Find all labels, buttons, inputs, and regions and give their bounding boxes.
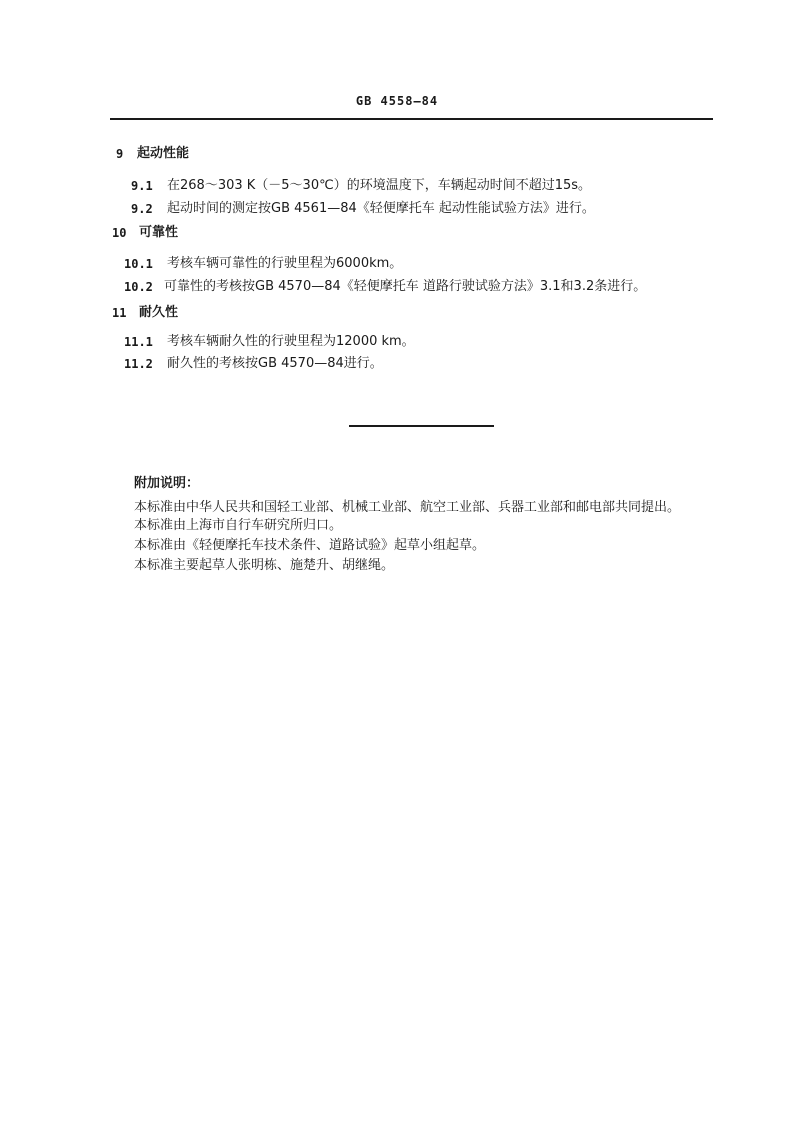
item-10-1-text: 考核车辆可靠性的行驶里程为6000km。 <box>167 256 403 271</box>
section-9-title: 起动性能 <box>137 146 190 161</box>
section-9-number: 9 <box>116 147 124 161</box>
item-11-2-text: 耐久性的考核按GB 4570—84进行。 <box>167 356 383 371</box>
item-9-1-number: 9.1 <box>131 179 153 193</box>
section-10-number: 10 <box>112 226 127 240</box>
notes-line: 本标准主要起草人张明栋、施楚升、胡继绳。 <box>134 558 395 573</box>
item-10-2-text: 可靠性的考核按GB 4570—84《轻便摩托车 道路行驶试验方法》3.1和3.2条进行。 <box>164 279 647 294</box>
item-9-1-text: 在268～303 K（－5～30℃）的环境温度下，车辆起动时间不超过15s。 <box>167 178 592 193</box>
section-10-title: 可靠性 <box>139 225 179 240</box>
item-11-1-number: 11.1 <box>124 335 153 349</box>
notes-line: 本标准由中华人民共和国轻工业部、机械工业部、航空工业部、兵器工业部和邮电部共同提出。 <box>134 500 681 515</box>
item-9-2-text: 起动时间的测定按GB 4561—84《轻便摩托车 起动性能试验方法》进行。 <box>167 201 595 216</box>
item-10-1-number: 10.1 <box>124 257 153 271</box>
item-9-2-number: 9.2 <box>131 202 153 216</box>
notes-title: 附加说明： <box>134 476 200 491</box>
item-11-2-number: 11.2 <box>124 357 153 371</box>
notes-line: 本标准由《轻便摩托车技术条件、道路试验》起草小组起草。 <box>134 538 486 553</box>
item-10-2-number: 10.2 <box>124 280 153 294</box>
notes-line: 本标准由上海市自行车研究所归口。 <box>134 518 343 533</box>
header-rule <box>110 118 713 120</box>
section-divider <box>349 425 494 427</box>
section-11-title: 耐久性 <box>139 305 179 320</box>
document-header-code: GB 4558—84 <box>355 94 439 108</box>
section-11-number: 11 <box>112 306 127 320</box>
item-11-1-text: 考核车辆耐久性的行驶里程为12000 km。 <box>167 334 415 349</box>
